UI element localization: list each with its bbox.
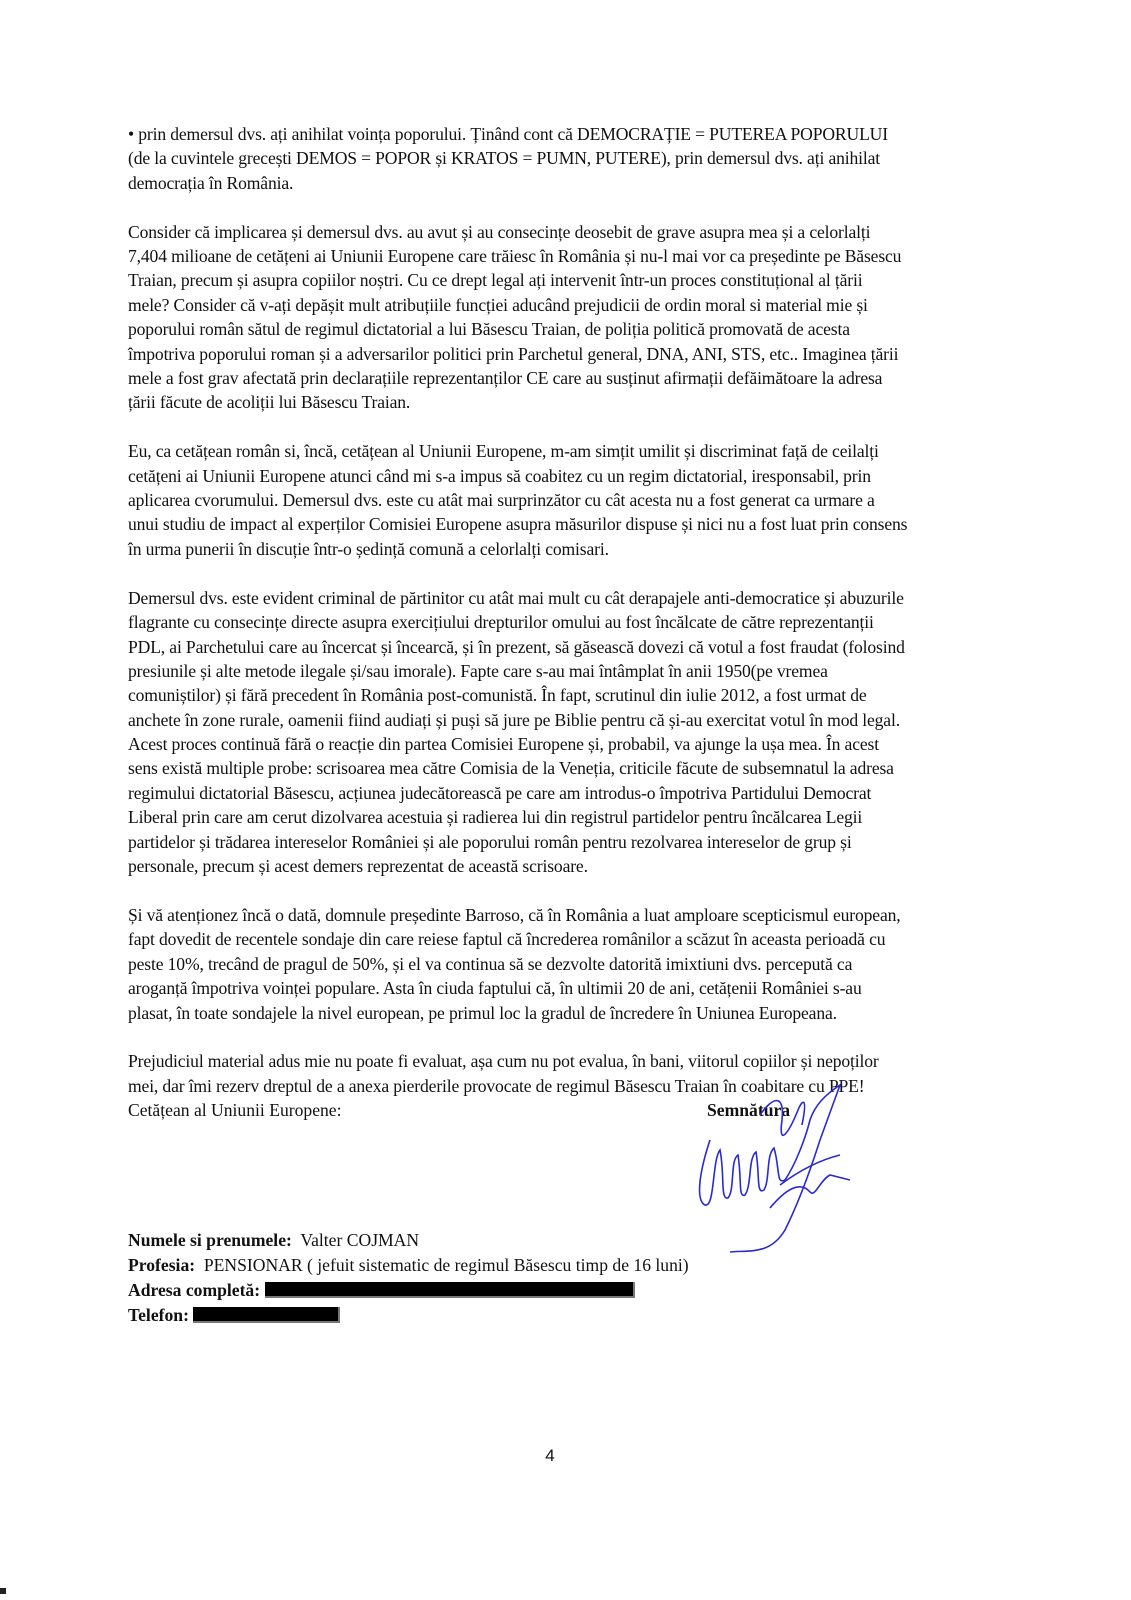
text-line: Acest proces continuă fără o reacție din partea Comisiei Europene și, probabil, va ajunge la ușa mea. În acest [128, 734, 879, 755]
page-number: 4 [545, 1446, 555, 1465]
text-line: anchete în zone rurale, oamenii fiind audiați și puși să jure pe Biblie pentru că și-au exercitat votul în mod legal. [128, 709, 900, 730]
text-line: comuniștilor) și fără precedent în România post-comunistă. În fapt, scrutinul din iulie 2012, a fost urmat de [128, 685, 867, 706]
text-line: Consider că implicarea și demersul dvs. au avut și au consecințe deosebit de grave asupra mea și a celorlalți [128, 221, 871, 242]
paragraph [128, 586, 988, 879]
text-line: unui studiu de impact al experților Comisiei Europene asupra măsurilor dispuse și nici nu a fost luat prin consens [128, 514, 908, 535]
paragraph [128, 122, 988, 195]
text-line: fapt dovedit de recentele sondaje din care reiese faptul că încrederea românilor a scăzut în aceasta perioadă cu [128, 929, 886, 950]
text-line: Eu, ca cetățean român si, încă, cetățean al Uniunii Europene, m-am simțit umilit și discriminat față de ceilalți [128, 441, 879, 462]
text-line: 7,404 milioane de cetățeni ai Uniunii Europene care trăiesc în România și nu-l mai vor ca președinte pe Băsescu [128, 246, 902, 267]
text-line: democrația în România. [128, 172, 294, 193]
phone-row [128, 1305, 340, 1326]
text-line: Traian, precum și asupra copiilor noștri. Cu ce drept legal ați intervenit într-un proces constituțional al țării [128, 270, 863, 291]
text-line: plasat, în toate sondajele la nivel european, pe primul loc la gradul de încredere în Uniunea Europeana. [128, 1002, 837, 1023]
signature-label: Semnătura [707, 1100, 791, 1120]
text-line: aroganță împotriva voinței populare. Asta în ciuda faptului că, în ultimii 20 de ani, cetățenii României s-au [128, 978, 862, 999]
profession-row [128, 1255, 689, 1276]
paragraph [128, 903, 988, 1025]
text-line: presiunile și alte metode ilegale și/sau imorale). Fapte care s-au mai întâmplat în anii 1950(pe vremea [128, 660, 828, 681]
citizen-label: Cetățean al Uniunii Europene: [128, 1100, 342, 1120]
text-line: PDL, ai Parchetului care au încercat și încearcă, și în prezent, să găsească dovezi că votul a fost fraudat (folosind [128, 636, 905, 657]
text-line: în urma punerii în discuție într-o ședință comună a celorlalți comisari. [128, 538, 609, 559]
phone-label: Telefon: [128, 1305, 189, 1325]
name-label: Numele si prenumele: [128, 1230, 292, 1250]
text-line: sens există multiple probe: scrisoarea mea către Comisia de la Veneția, criticile făcute de subsemnatul la adresa [128, 758, 894, 779]
paragraph [128, 220, 988, 415]
text-line: cetățeni ai Uniunii Europene atunci când mi s-a impus să coabitez cu un regim dictatorial, iresponsabil, prin [128, 465, 871, 486]
address-row [128, 1280, 635, 1301]
text-line: personale, precum și acest demers reprezentat de această scrisoare. [128, 856, 588, 877]
address-label: Adresa completă: [128, 1280, 261, 1300]
text-line: peste 10%, trecând de pragul de 50%, și el va continua să se dezvolte datorită imixtiuni dvs. percepută ca [128, 953, 853, 974]
text-line: regimului dictatorial Băsescu, acțiunea judecătorească pe care am introdus-o împotriva Partidului Democrat [128, 782, 872, 803]
text-line: flagrante cu consecințe directe asupra exercițiului drepturilor omului au fost încălcate de către reprezentanții [128, 612, 874, 633]
profession-value: PENSIONAR ( jefuit sistematic de regimul Băsescu timp de 16 luni) [203, 1255, 689, 1275]
profession-label: Profesia: [128, 1255, 196, 1275]
letter-body [128, 122, 988, 1123]
text-line: mele a fost grav afectată prin declarațiile reprezentanților CE care au susținut afirmații defăimătoare la adresa [128, 368, 883, 389]
text-line: Demersul dvs. este evident criminal de părtinitor cu atât mai mult cu cât derapajele anti-democratice și abuzurile [128, 587, 904, 608]
text-line: • prin demersul dvs. ați anihilat voința poporului. Ținând cont că DEMOCRAȚIE = PUTEREA POPORULUI [128, 124, 888, 144]
text-line: mei, dar îmi rezerv dreptul de a anexa pierderile provocate de regimul Băsescu Traian în coabitare cu PPE! [128, 1075, 865, 1096]
text-line: aplicarea cvorumului. Demersul dvs. este cu atât mai surprinzător cu cât acesta nu a fost generat ca urmare a [128, 490, 875, 511]
handwritten-signature [690, 1080, 880, 1260]
text-line: Și vă atenționez încă o dată, domnule președinte Barroso, că în România a luat amploare scepticismul european, [128, 904, 901, 925]
text-line: mele? Consider că v-ați depășit mult atribuțiile funcției aducând prejudicii de ordin moral si material mie și [128, 294, 868, 315]
name-value: Valter COJMAN [300, 1230, 420, 1250]
paragraph [128, 439, 988, 561]
text-line: (de la cuvintele grecești DEMOS = POPOR și KRATOS = PUMN, PUTERE), prin demersul dvs. ați anihilat [128, 148, 881, 169]
redacted-address [265, 1282, 635, 1298]
text-line: poporului român sătul de regimul dictatorial a lui Băsescu Traian, de poliția politică promovată de acesta [128, 319, 850, 340]
scan-mark [0, 1588, 6, 1594]
redacted-phone [193, 1307, 340, 1323]
name-row [128, 1230, 419, 1251]
text-line: țării făcute de acoliții lui Băsescu Traian. [128, 392, 411, 413]
text-line: Prejudiciul material adus mie nu poate fi evaluat, așa cum nu pot evalua, în bani, viitorul copiilor și nepoților [128, 1051, 879, 1072]
text-line: Liberal prin care am cerut dizolvarea acestuia și radierea lui din registrul partidelor pentru încălcarea Legii [128, 807, 863, 828]
text-line: partidelor și trădarea intereselor României și ale poporului român pentru rezolvarea intereselor de grup și [128, 831, 852, 852]
text-line: împotriva poporului roman și a adversarilor politici prin Parchetul general, DNA, ANI, STS, etc.. Imaginea țării [128, 343, 899, 364]
